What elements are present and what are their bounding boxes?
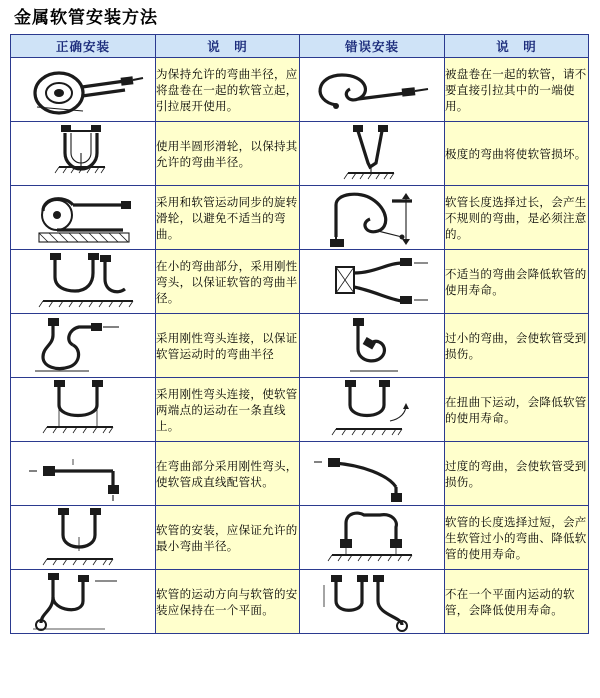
figure-wrong-improper-bend-reduces-life <box>300 250 445 314</box>
page-title: 金属软管安装方法 <box>14 8 158 28</box>
figure-wrong-hose-too-long-small-bend <box>300 506 445 570</box>
note-wrong: 不在一个平面内运动的软管，会降低使用寿命。 <box>445 570 589 634</box>
note-wrong: 极度的弯曲将使软管损坏。 <box>445 122 589 186</box>
note-correct: 软管的运动方向与软管的安装应保持在一个平面。 <box>156 570 300 634</box>
table-row <box>11 250 589 314</box>
table-row <box>11 314 589 378</box>
table-row <box>11 570 589 634</box>
figure-wrong-hose-sharp-v-bend <box>300 122 445 186</box>
header-wrong-install: 错误安装 <box>300 35 445 58</box>
figure-correct-hose-over-semicircular-sheave <box>11 122 156 186</box>
table-row <box>11 186 589 250</box>
note-correct: 软管的安装，应保证允许的最小弯曲半径。 <box>156 506 300 570</box>
figure-correct-coiled-hose-on-reel <box>11 58 156 122</box>
figure-wrong-hose-too-long-irregular-bend <box>300 186 445 250</box>
installation-methods-table <box>10 34 589 634</box>
note-wrong: 软管的长度选择过短，会产生软管过小的弯曲、降低软管的使用寿命。 <box>445 506 589 570</box>
header-correct-note: 说 明 <box>156 35 300 58</box>
note-wrong: 过小的弯曲，会使软管受到损伤。 <box>445 314 589 378</box>
header-correct-install: 正确安装 <box>11 35 156 58</box>
note-correct: 采用和软管运动同步的旋转滑轮，以避免不适当的弯曲。 <box>156 186 300 250</box>
figure-correct-rigid-bend-at-small-radius <box>11 250 156 314</box>
note-wrong: 被盘卷在一起的软管，请不要直接引拉其中的一端使用。 <box>445 58 589 122</box>
note-correct: 为保持允许的弯曲半径，应将盘卷在一起的软管立起，引拉展开使用。 <box>156 58 300 122</box>
note-wrong: 过度的弯曲，会使软管受到损伤。 <box>445 442 589 506</box>
figure-correct-motion-direction-same-plane <box>11 570 156 634</box>
note-correct: 在小的弯曲部分，采用刚性弯头，以保证软管的弯曲半径。 <box>156 250 300 314</box>
header-wrong-note: 说 明 <box>445 35 589 58</box>
note-wrong: 软管长度选择过长，会产生不规则的弯曲，是必须注意的。 <box>445 186 589 250</box>
figure-correct-minimum-bend-radius-u-install <box>11 506 156 570</box>
table-row <box>11 122 589 186</box>
table-row <box>11 506 589 570</box>
figure-wrong-too-small-bend-radius-u <box>300 314 445 378</box>
figure-wrong-motion-out-of-plane <box>300 570 445 634</box>
figure-correct-hose-with-synchronized-rotating-pulley <box>11 186 156 250</box>
note-correct: 在弯曲部分采用刚性弯头，使软管成直线配管状。 <box>156 442 300 506</box>
note-correct: 采用刚性弯头连接，使软管两端点的运动在一条直线上。 <box>156 378 300 442</box>
table-row <box>11 442 589 506</box>
note-wrong: 不适当的弯曲会降低软管的使用寿命。 <box>445 250 589 314</box>
note-correct: 使用半圆形滑轮，以保持其允许的弯曲半径。 <box>156 122 300 186</box>
figure-wrong-coiled-hose-pulled-straight <box>300 58 445 122</box>
table-row <box>11 58 589 122</box>
table-header-row <box>11 35 589 58</box>
figure-wrong-twisting-motion-u-shape <box>300 378 445 442</box>
figure-correct-rigid-elbow-straight-pipe-layout <box>11 442 156 506</box>
figure-correct-rigid-elbows-both-ends-straight-line <box>11 378 156 442</box>
figure-wrong-excessive-bend-damage <box>300 442 445 506</box>
note-correct: 采用刚性弯头连接，以保证软管运动时的弯曲半径 <box>156 314 300 378</box>
figure-correct-rigid-elbow-connection-u-loop <box>11 314 156 378</box>
note-wrong: 在扭曲下运动，会降低软管的使用寿命。 <box>445 378 589 442</box>
table-row <box>11 378 589 442</box>
